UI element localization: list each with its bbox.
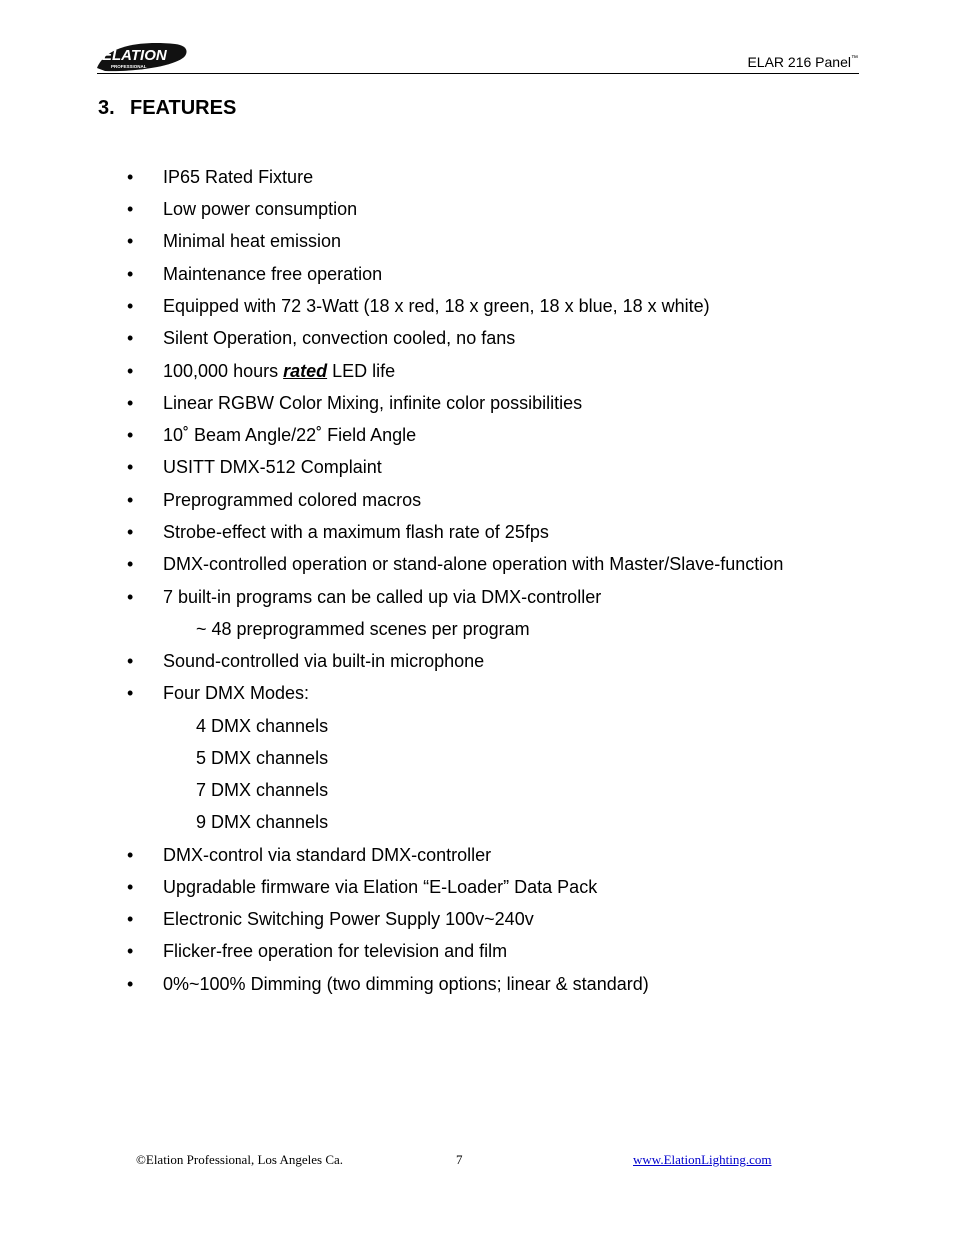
bullet: • (127, 425, 134, 445)
logo-subtext: PROFESSIONAL (111, 64, 147, 69)
logo-text: ELATION (102, 47, 167, 64)
feature-text: Maintenance free operation (163, 264, 383, 284)
bullet: • (127, 199, 134, 219)
bullet: • (127, 457, 134, 477)
bullet: • (127, 651, 134, 671)
bullet: • (127, 877, 134, 897)
bullet: • (127, 490, 134, 510)
feature-text: 7 built-in programs can be called up via DMX-controller (163, 587, 602, 607)
feature-text: Equipped with 72 3-Watt (18 x red, 18 x green, 18 x blue, 18 x white) (163, 296, 710, 316)
sub-feature-text: 4 DMX channels (196, 716, 329, 736)
bullet: • (127, 167, 134, 187)
bullet: • (127, 554, 134, 574)
feature-text: 100,000 hours rated LED life (163, 361, 396, 381)
sub-feature-text: 5 DMX channels (196, 748, 329, 768)
feature-text: 0%~100% Dimming (two dimming options; linear & standard) (163, 974, 649, 994)
section-number: 3. (98, 97, 115, 119)
section-title: FEATURES (130, 97, 237, 119)
bullet: • (127, 941, 134, 961)
feature-text: Preprogrammed colored macros (163, 490, 422, 510)
feature-text: Sound-controlled via built-in microphone (163, 651, 485, 671)
feature-text: USITT DMX-512 Complaint (163, 457, 382, 477)
website-link[interactable]: www.ElationLighting.com (633, 1152, 772, 1167)
bullet: • (127, 909, 134, 929)
page-number: 7 (456, 1152, 463, 1167)
feature-text: Linear RGBW Color Mixing, infinite color possibilities (163, 393, 583, 413)
elation-logo (95, 38, 189, 74)
sub-feature-text: 7 DMX channels (196, 780, 329, 800)
bullet: • (127, 845, 134, 865)
bullet: • (127, 231, 134, 251)
bullet: • (127, 361, 134, 381)
feature-text: Silent Operation, convection cooled, no fans (163, 328, 516, 348)
bullet: • (127, 264, 134, 284)
feature-text: DMX-controlled operation or stand-alone operation with Master/Slave-function (163, 554, 784, 574)
feature-text: Four DMX Modes: (163, 683, 310, 703)
feature-text: IP65 Rated Fixture (163, 167, 314, 187)
bullet: • (127, 974, 134, 994)
trademark-mark: ™ (851, 55, 858, 62)
feature-text: Strobe-effect with a maximum flash rate of 25fps (163, 522, 549, 542)
feature-text: Electronic Switching Power Supply 100v~240v (163, 909, 534, 929)
section-heading (98, 97, 236, 120)
feature-text: DMX-control via standard DMX-controller (163, 845, 492, 865)
feature-text: Flicker-free operation for television and film (163, 941, 508, 961)
feature-text: Upgradable firmware via Elation “E-Loader” Data Pack (163, 877, 598, 897)
feature-text: Low power consumption (163, 199, 358, 219)
sub-feature-text: 9 DMX channels (196, 812, 329, 832)
bullet: • (127, 587, 134, 607)
bullet: • (127, 393, 134, 413)
header-divider (97, 73, 859, 74)
footer-copyright: ©Elation Professional, Los Angeles Ca. (136, 1152, 344, 1167)
document-title: ELAR 216 Panel™ (747, 54, 858, 70)
bullet: • (127, 328, 134, 348)
bullet: • (127, 296, 134, 316)
feature-text: Minimal heat emission (163, 231, 342, 251)
sub-feature-text: ~ 48 preprogrammed scenes per program (196, 619, 530, 639)
rated-emphasis: rated (283, 361, 328, 381)
feature-text: 10˚ Beam Angle/22˚ Field Angle (163, 425, 417, 445)
bullet: • (127, 683, 134, 703)
bullet: • (127, 522, 134, 542)
